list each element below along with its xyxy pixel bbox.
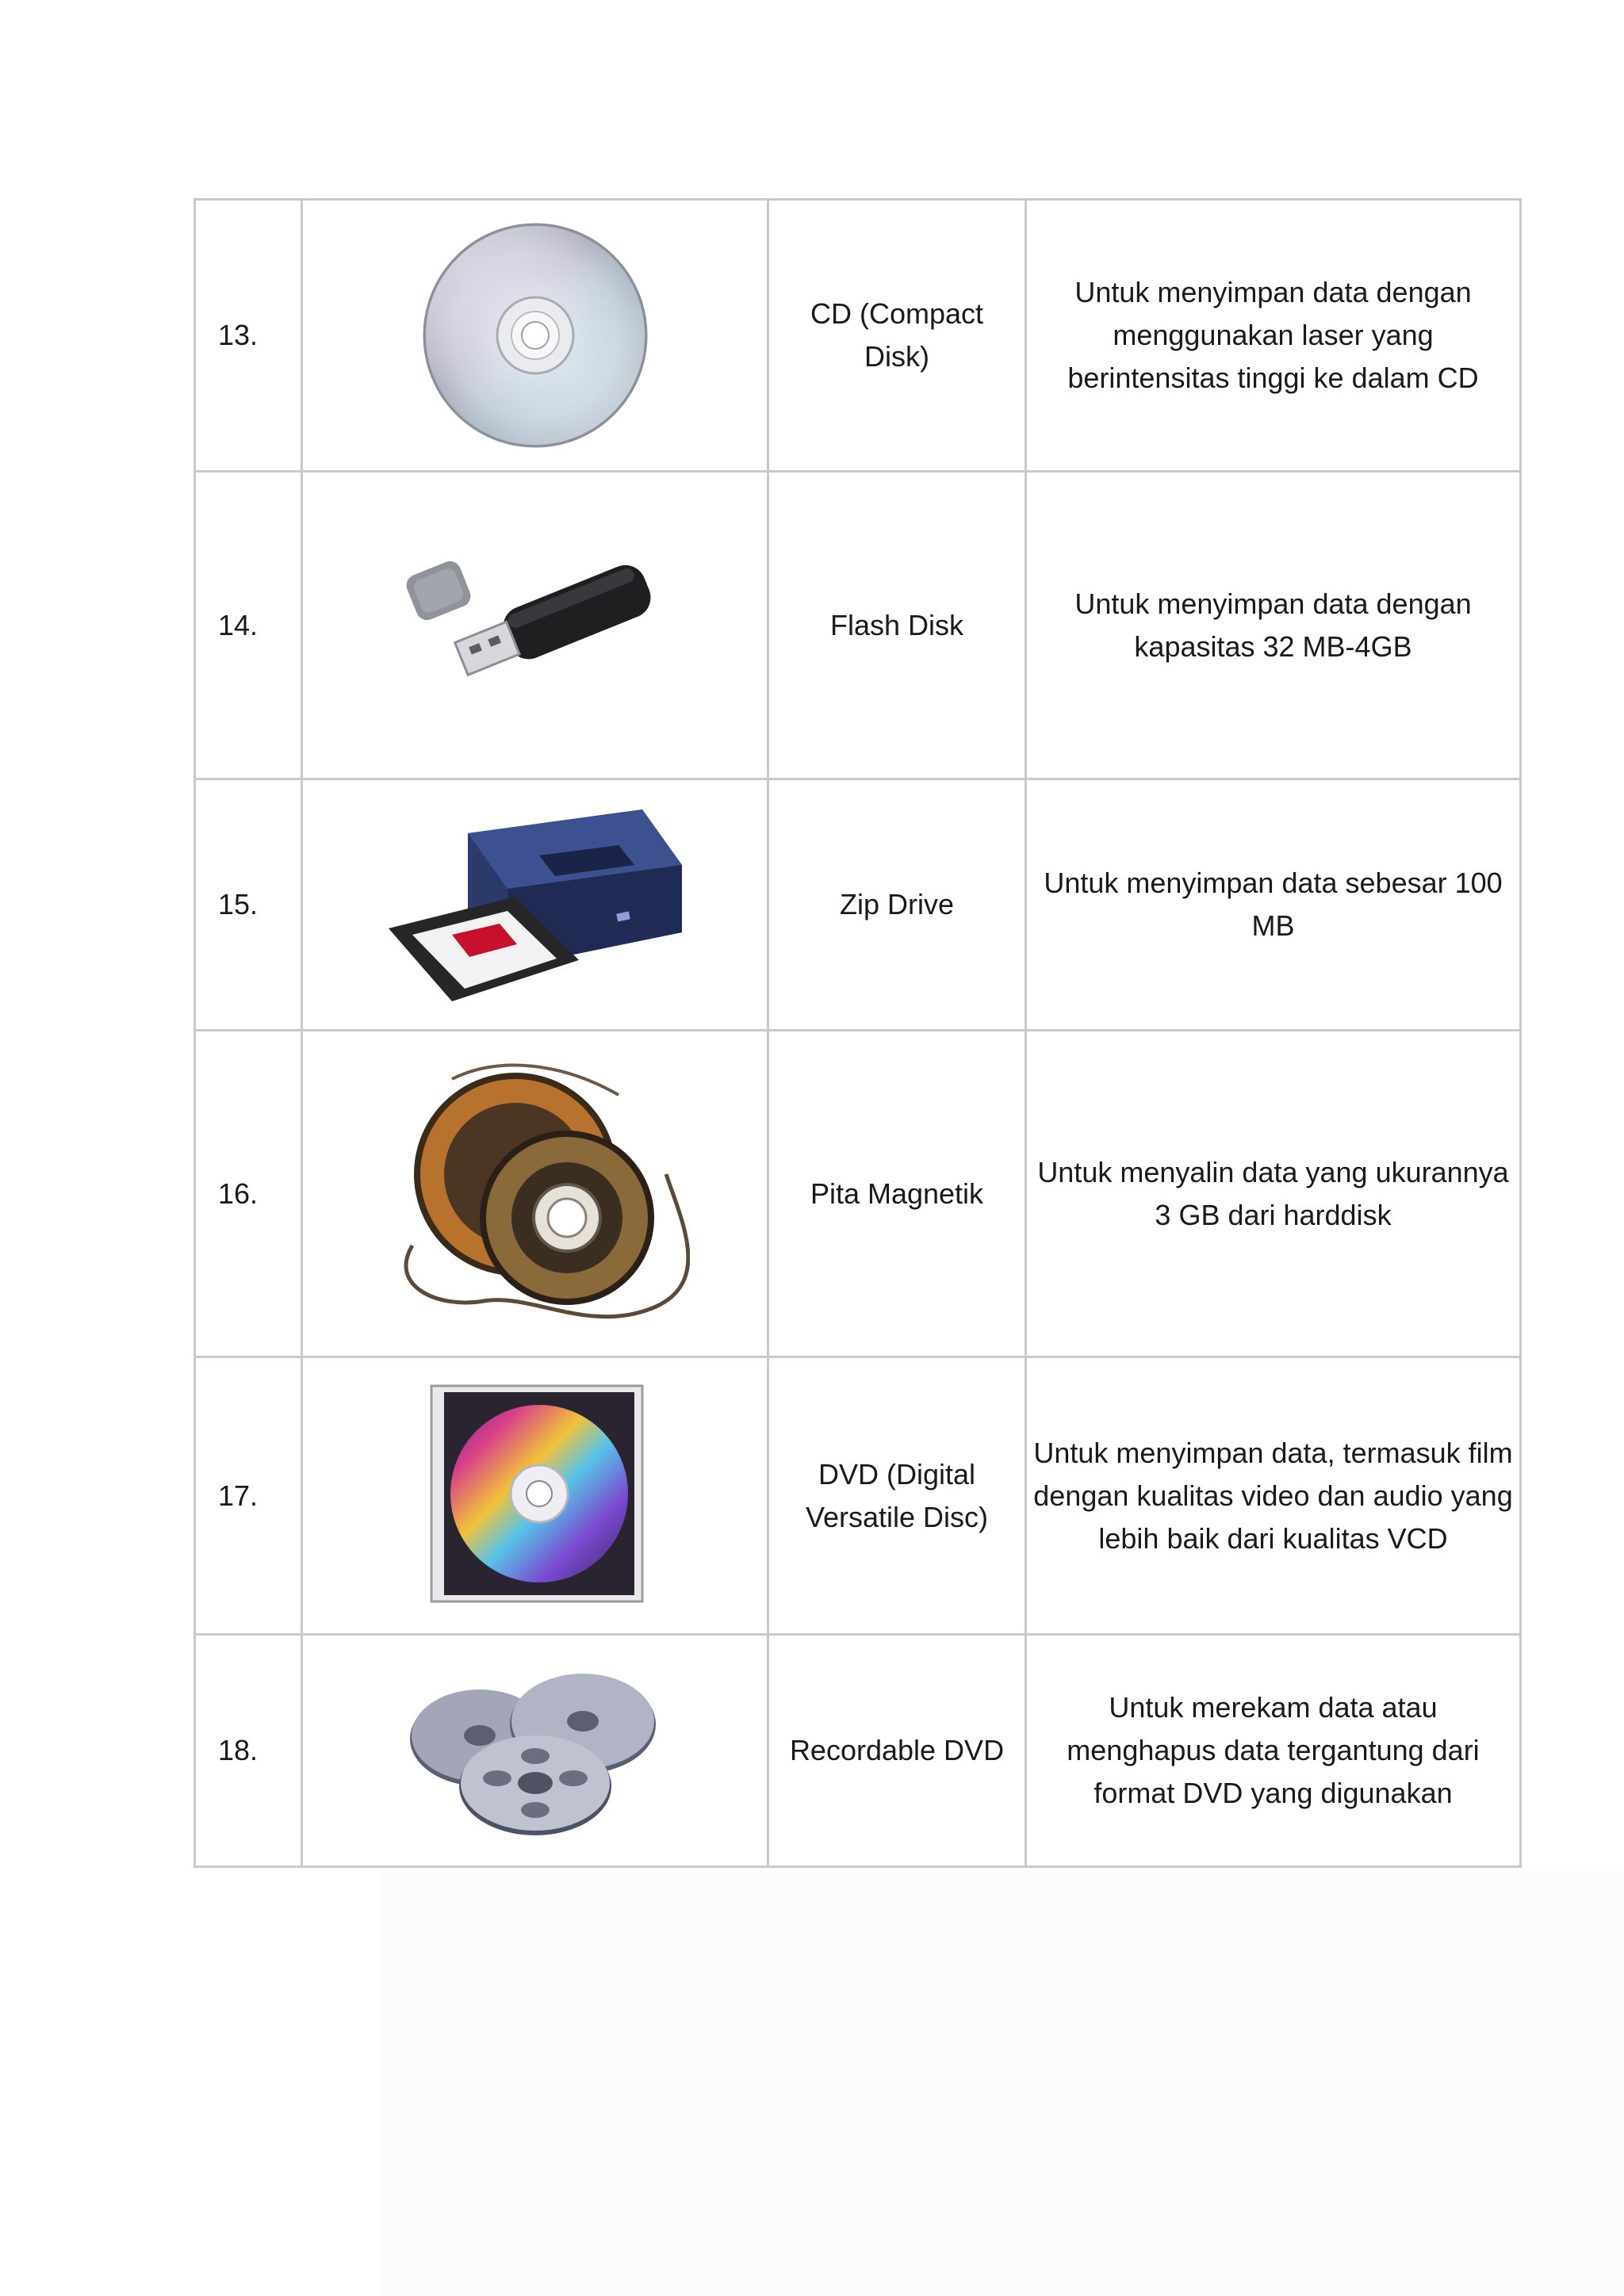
device-image-cell [302,1357,768,1635]
row-number: 18. [195,1635,302,1867]
device-name: Recordable DVD [768,1635,1026,1867]
page-background [381,1871,1624,2296]
row-number: 16. [195,1031,302,1357]
device-description: Untuk menyalin data yang ukurannya 3 GB dari harddisk [1026,1031,1521,1357]
table-row [195,779,1521,1031]
dvd-in-case-image [420,1381,650,1611]
usb-flash-drive-image [393,546,678,705]
device-name: DVD (Digital Versatile Disc) [768,1357,1026,1635]
device-description: Untuk menyimpan data sebesar 100 MB [1026,779,1521,1031]
row-number: 13. [195,200,302,472]
device-description: Untuk menyimpan data dengan menggunakan laser yang berintensitas tinggi ke dalam CD [1026,200,1521,472]
device-name: Pita Magnetik [768,1031,1026,1357]
device-description: Untuk menyimpan data dengan kapasitas 32 MB-4GB [1026,472,1521,779]
table-row [195,1635,1521,1867]
zip-drive-image [381,794,690,1016]
device-description: Untuk menyimpan data, termasuk film dengan kualitas video dan audio yang lebih baik dari kualitas VCD [1026,1357,1521,1635]
device-image-cell [302,200,768,472]
row-number: 14. [195,472,302,779]
row-number: 15. [195,779,302,1031]
table-row [195,200,1521,472]
device-name: CD (Compact Disk) [768,200,1026,472]
device-image-cell [302,1031,768,1357]
device-name: Zip Drive [768,779,1026,1031]
device-image-cell [302,1635,768,1867]
row-number: 17. [195,1357,302,1635]
device-image-cell [302,779,768,1031]
device-name: Flash Disk [768,472,1026,779]
magnetic-tape-image [381,1047,690,1341]
device-description: Untuk merekam data atau menghapus data tergantung dari format DVD yang digunakan [1026,1635,1521,1867]
table-row [195,1357,1521,1635]
table-row [195,472,1521,779]
table-row [195,1031,1521,1357]
film-reels-image [400,1659,670,1842]
storage-devices-table [193,198,1522,1868]
compact-disc-image [420,220,650,450]
device-image-cell [302,472,768,779]
